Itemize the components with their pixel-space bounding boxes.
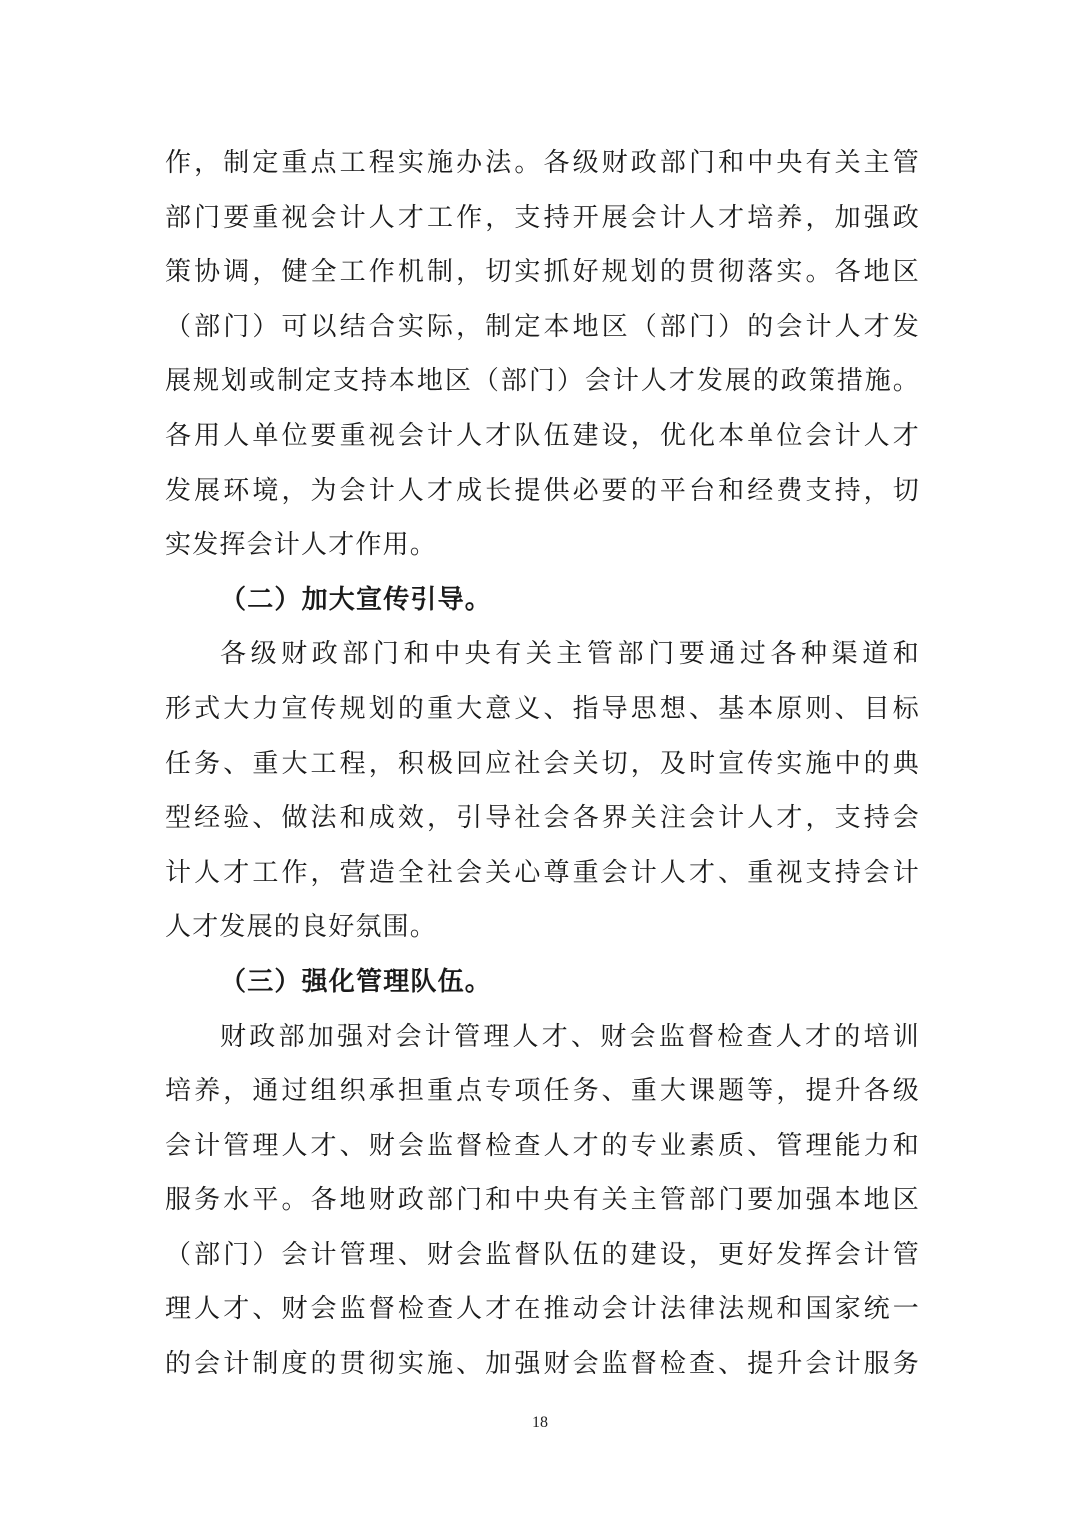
text-line: 作，制定重点工程实施办法。各级财政部门和中央有关主管 <box>165 148 920 178</box>
text-line: 任务、重大工程，积极回应社会关切，及时宣传实施中的典 <box>165 748 920 779</box>
text-line: 部门要重视会计人才工作，支持开展会计人才培养，加强政 <box>165 202 920 233</box>
section-heading: （二）加大宣传引导。 <box>220 584 493 615</box>
text-line: 的会计制度的贯彻实施、加强财会监督检查、提升会计服务 <box>165 1349 920 1380</box>
text-line: 形式大力宣传规划的重大意义、指导思想、基本原则、目标 <box>165 693 920 724</box>
text-line: （部门）会计管理、财会监督队伍的建设，更好发挥会计管 <box>165 1239 920 1270</box>
body-text <box>165 136 920 1392</box>
text-line: 会计管理人才、财会监督检查人才的专业素质、管理能力和 <box>165 1130 920 1161</box>
text-line: 策协调，健全工作机制，切实抓好规划的贯彻落实。各地区 <box>165 257 920 288</box>
text-line: 培养，通过组织承担重点专项任务、重大课题等，提升各级 <box>165 1076 920 1107</box>
text-line: 财政部加强对会计管理人才、财会监督检查人才的培训 <box>220 1021 920 1052</box>
text-line: 人才发展的良好氛围。 <box>165 912 438 943</box>
text-line: 各用人单位要重视会计人才队伍建设，优化本单位会计人才 <box>165 420 920 451</box>
text-line: 发展环境，为会计人才成长提供必要的平台和经费支持，切 <box>165 475 920 506</box>
text-line: 计人才工作，营造全社会关心尊重会计人才、重视支持会计 <box>165 857 920 888</box>
text-line: 型经验、做法和成效，引导社会各界关注会计人才，支持会 <box>165 803 920 834</box>
text-line: 服务水平。各地财政部门和中央有关主管部门要加强本地区 <box>165 1185 920 1216</box>
text-line: 展规划或制定支持本地区（部门）会计人才发展的政策措施。 <box>165 366 920 397</box>
text-line: （部门）可以结合实际，制定本地区（部门）的会计人才发 <box>165 311 920 342</box>
section-heading: （三）强化管理队伍。 <box>220 966 493 997</box>
text-line: 实发挥会计人才作用。 <box>165 530 438 561</box>
text-line: 各级财政部门和中央有关主管部门要通过各种渠道和 <box>220 639 920 670</box>
page-number: 18 <box>532 1414 548 1431</box>
text-line: 理人才、财会监督检查人才在推动会计法律法规和国家统一 <box>165 1294 920 1325</box>
